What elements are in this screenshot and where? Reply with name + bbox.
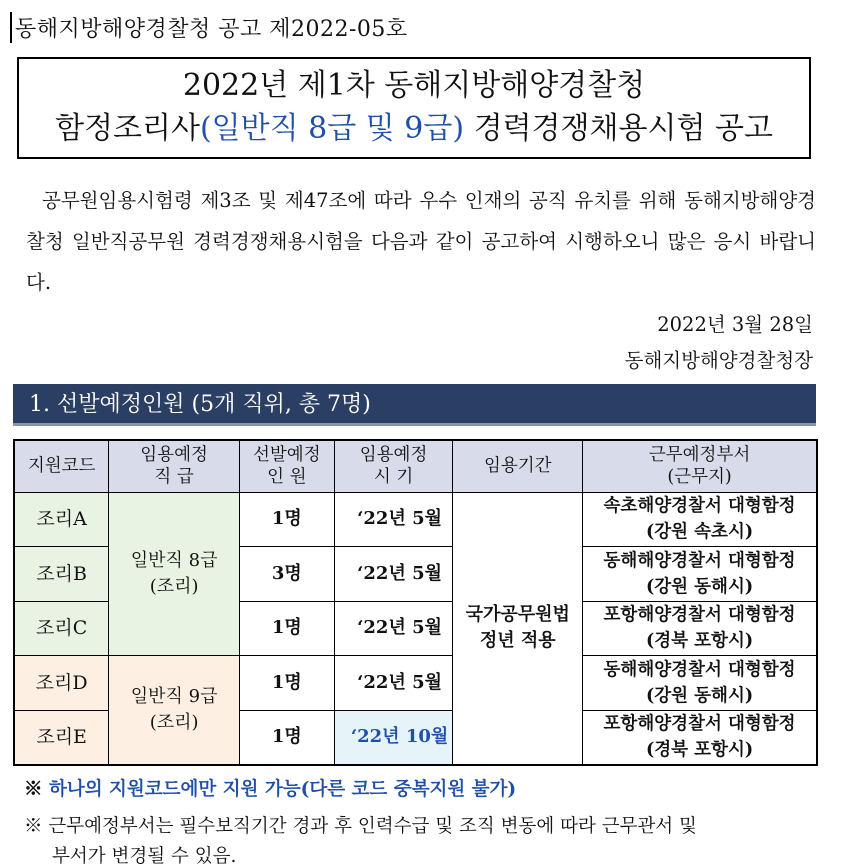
- rank-cell-9: 일반직 9급 (조리): [109, 656, 240, 765]
- header-period: 임용기간: [453, 440, 583, 492]
- code-cell: 조리D: [14, 656, 109, 711]
- count-cell: 1명: [239, 656, 334, 711]
- time-cell: ‘22년 5월: [334, 601, 453, 656]
- title-box: [17, 57, 811, 159]
- time-cell: ‘22년 5월: [334, 492, 453, 547]
- header-dept: 근무예정부서 (근무지): [583, 440, 817, 492]
- code-cell: 조리C: [14, 601, 109, 656]
- header-time: 임용예정 시 기: [334, 440, 453, 492]
- time-cell: ‘22년 5월: [334, 547, 453, 602]
- title-line-2: [19, 107, 809, 151]
- notice-date: 2022년 3월 28일: [657, 313, 813, 336]
- header-rank: 임용예정 직 급: [109, 440, 240, 492]
- dept-cell: 포항해양경찰서 대형함정 (경북 포항시): [583, 601, 817, 656]
- period-cell: 국가공무원법 정년 적용: [453, 492, 583, 765]
- dept-cell: 동해해양경찰서 대형함정 (강원 동해시): [583, 656, 817, 711]
- header-code: 지원코드: [14, 440, 109, 492]
- note-duplicate-text: 하나의 지원코드에만 지원 가능(다른 코드 중복지원 불가): [48, 779, 517, 800]
- count-cell: 1명: [239, 601, 334, 656]
- code-cell: 조리E: [14, 710, 109, 765]
- count-cell: 1명: [239, 710, 334, 765]
- note-dept-line-2: 부서가 변경될 수 있음.: [52, 846, 237, 867]
- count-cell: 3명: [239, 547, 334, 602]
- section-heading-1: 1. 선발예정인원 (5개 직위, 총 7명): [13, 384, 816, 426]
- note-mark: ※: [24, 779, 43, 800]
- selection-table: [13, 439, 818, 766]
- issuer: 동해지방해양경찰청장: [624, 349, 813, 372]
- title-line-1: 2022년 제1차 동해지방해양경찰청: [182, 68, 646, 103]
- table-row: [14, 656, 817, 711]
- title-grade: (일반직 8급 및 9급): [199, 111, 465, 146]
- notice-number: 동해지방해양경찰청 공고 제2022-05호: [10, 12, 408, 43]
- code-cell: 조리B: [14, 547, 109, 602]
- rank-cell-8: 일반직 8급 (조리): [109, 492, 240, 656]
- dept-cell: 동해해양경찰서 대형함정 (강원 동해시): [583, 547, 817, 602]
- code-cell: 조리A: [14, 492, 109, 547]
- time-cell: ‘22년 10월: [334, 710, 453, 765]
- note-dept-line-1: ※ 근무예정부서는 필수보직기간 경과 후 인력수급 및 조직 변동에 따라 근무관서 및: [24, 816, 697, 837]
- header-count: 선발예정 인 원: [239, 440, 334, 492]
- intro-paragraph: [26, 180, 816, 303]
- intro-text: 공무원임용시험령 제3조 및 제47조에 따라 우수 인재의 공직 유치를 위해 동해지방해양경찰청 일반직공무원 경력경쟁채용시험을 다음과 같이 공고하여 시행하오니 많은 응시 바랍니다.: [26, 189, 817, 294]
- note-dept-change: [24, 812, 824, 867]
- note-duplicate: [24, 775, 516, 801]
- dept-cell: 포항해양경찰서 대형함정 (경북 포항시): [583, 710, 817, 765]
- count-cell: 1명: [239, 492, 334, 547]
- title-job: 함정조리사: [55, 111, 200, 146]
- title-exam: 경력경쟁채용시험 공고: [464, 111, 773, 146]
- table-header-row: [14, 440, 817, 492]
- dept-cell: 속초해양경찰서 대형함정 (강원 속초시): [583, 492, 817, 547]
- table-row: [14, 492, 817, 547]
- time-cell: ‘22년 5월: [334, 656, 453, 711]
